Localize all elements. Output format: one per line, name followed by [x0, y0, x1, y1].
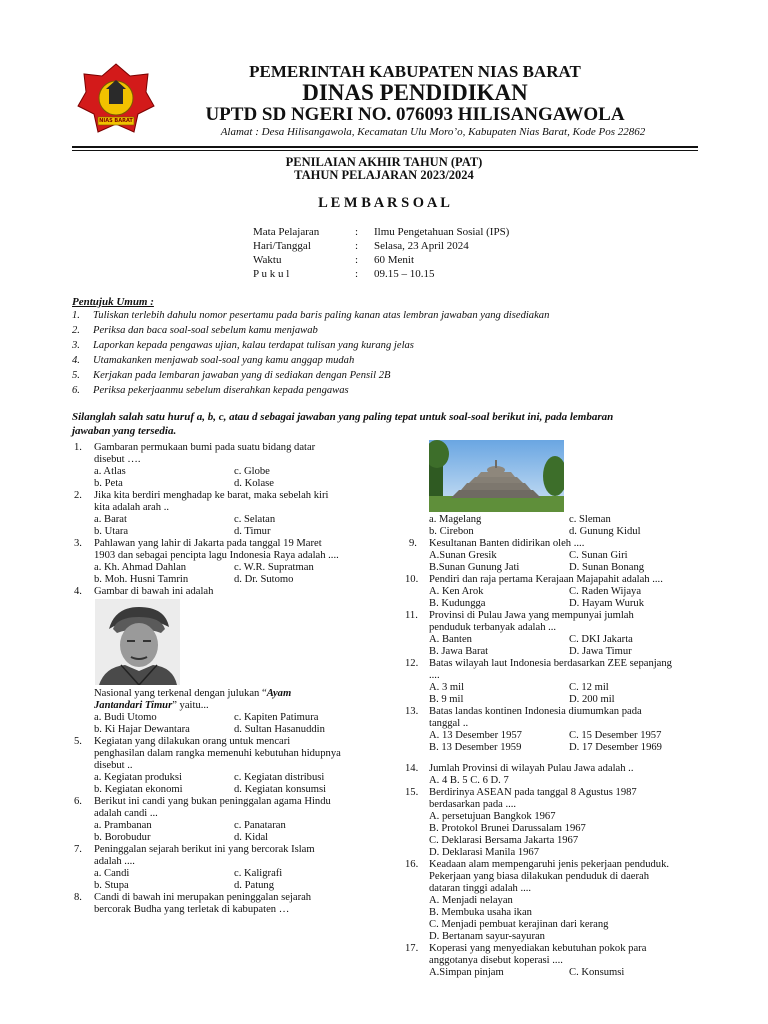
question-text-line: Berdirinya ASEAN pada tanggal 8 Agustus 1987: [429, 787, 637, 798]
question-text-line: Gambar di bawah ini adalah: [94, 586, 214, 597]
question-text-line: b. Moh. Husni Tamrin: [94, 574, 189, 585]
question-text-line: kita adalah arah ..: [94, 502, 169, 513]
question-text-line: c. Sleman: [569, 514, 611, 525]
question-text-line: B. 9 mil: [429, 694, 464, 705]
question-text-line: adalah ....: [94, 856, 135, 867]
instruction-text: Periksa dan baca soal-soal sebelum kamu menjawab: [93, 325, 318, 336]
question-text-line: a. Prambanan: [94, 820, 152, 831]
instruction-text: Tuliskan terlebih dahulu nomor pesertamu pada baris paling kanan atas lembran jawaban yang disediakan: [93, 310, 550, 321]
question-text-line: A. Ken Arok: [429, 586, 484, 597]
question-text-line: C. DKI Jakarta: [569, 634, 633, 645]
question-text-line: Batas landas kontinen Indonesia diumumkan pada: [429, 706, 642, 717]
question-text-line: 8.: [74, 892, 82, 903]
question-text-line: penghasilan dalam rangka memenuhi kebutuhan hidupnya: [94, 748, 341, 759]
question-text-line: c. Kegiatan distribusi: [234, 772, 325, 783]
question-text-line: A. 4 B. 5 C. 6 D. 7: [429, 775, 509, 786]
instruction-num: 2.: [72, 325, 80, 336]
instruction-num: 5.: [72, 370, 80, 381]
question-text-line: 10.: [405, 574, 419, 585]
question-text-line: 1.: [74, 442, 82, 453]
directive-line-2: jawaban yang tersedia.: [72, 425, 177, 437]
instruction-num: 3.: [72, 340, 80, 351]
question-text-line: d. Patung: [234, 880, 275, 891]
question-text-line: C. 15 Desember 1957: [569, 730, 662, 741]
question-text-line: a. Magelang: [429, 514, 482, 525]
question-text-line: b. Kegiatan ekonomi: [94, 784, 183, 795]
question-text-line: Kesultanan Banten didirikan oleh ....: [429, 538, 585, 549]
question-text-line: 9.: [409, 538, 417, 549]
question-text-line: d. Dr. Sutomo: [234, 574, 294, 585]
question-text-line: b. Peta: [94, 478, 123, 489]
question-text-line: D. Hayam Wuruk: [569, 598, 644, 609]
question-text-line: anggotanya disebut koperasi ....: [429, 955, 563, 966]
question-text-line: Pendiri dan raja pertama Kerajaan Majapahit adalah ....: [429, 574, 663, 585]
question-text-line: A.Sunan Gresik: [429, 550, 497, 561]
question-text-line: Provinsi di Pulau Jawa yang mempunyai jumlah: [429, 610, 634, 621]
question-text-line: A. 13 Desember 1957: [429, 730, 522, 741]
info-value: 09.15 – 10.15: [374, 268, 435, 280]
info-value: Selasa, 23 April 2024: [374, 240, 469, 252]
question-text-line: 11.: [405, 610, 418, 621]
question-text-line: a. Kegiatan produksi: [94, 772, 182, 783]
question-text-line: 5.: [74, 736, 82, 747]
question-text-line: A.Simpan pinjam: [429, 967, 504, 978]
question-text-line: D. Bertanam sayur-sayuran: [429, 931, 545, 942]
question-text-line: 12.: [405, 658, 419, 669]
question-text-line: bercorak Budha yang terletak di kabupaten …: [94, 904, 290, 915]
question-text-line: C. 12 mil: [569, 682, 609, 693]
question-text-line: d. Kolase: [234, 478, 275, 489]
sheet-title: L E M B A R S O A L: [318, 195, 450, 211]
header-rule-thick: [72, 146, 698, 148]
question-text-line: 6.: [74, 796, 82, 807]
info-sep: :: [355, 226, 359, 238]
question-text-line: C. Konsumsi: [569, 967, 625, 978]
exam-title: PENILAIAN AKHIR TAHUN (PAT): [285, 155, 483, 169]
info-sep: :: [355, 240, 359, 252]
question-text-line: A. Banten: [429, 634, 472, 645]
info-sep: :: [355, 268, 359, 280]
question-text-line: D. Deklarasi Manila 1967: [429, 847, 540, 858]
question-text-line: Candi di bawah ini merupakan peninggalan sejarah: [94, 892, 312, 903]
question-text-line: C. Deklarasi Bersama Jakarta 1967: [429, 835, 579, 846]
question-text-line: d. Kegiatan konsumsi: [234, 784, 327, 795]
header-line-3: UPTD SD NGERI NO. 076093 HILISANGAWOLA: [205, 104, 625, 125]
info-value: Ilmu Pengetahuan Sosial (IPS): [374, 226, 510, 238]
question-text-line: D. 200 mil: [569, 694, 615, 705]
question-text-line: B. Jawa Barat: [429, 646, 489, 657]
question-text-line: 1903 dan sebagai pencipta lagu Indonesia Raya adalah ....: [94, 550, 339, 561]
question-text-line: 4.: [74, 586, 82, 597]
question-text-line: 17.: [405, 943, 419, 954]
question-text-line: C. Sunan Giri: [569, 550, 628, 561]
instruction-text: Utamakanken menjawab soal-soal yang kamu anggap mudah: [93, 355, 355, 366]
info-sep: :: [355, 254, 359, 266]
info-label: Mata Pelajaran: [253, 226, 320, 238]
question-text-line: d. Gunung Kidul: [569, 526, 641, 537]
question-text-line: Kegiatan yang dilakukan orang untuk mencari: [94, 736, 291, 747]
question-text-line: C. Menjadi pembuat kerajinan dari kerang: [429, 919, 609, 930]
instruction-num: 1.: [72, 310, 80, 321]
question-text-line: 3.: [74, 538, 82, 549]
question-text-line: Berikut ini candi yang bukan peninggalan agama Hindu: [94, 796, 331, 807]
question-text-line: Nasional yang terkenal dengan julukan “Ayam: [94, 688, 292, 699]
question-text-line: b. Utara: [94, 526, 129, 537]
question-text-line: a. Candi: [94, 868, 130, 879]
instruction-text: Laporkan kepada pengawas ujian, kalau terdapat tulisan yang kurang jelas: [93, 340, 414, 351]
question-text-line: B. Membuka usaha ikan: [429, 907, 532, 918]
question-text-line: tanggal ..: [429, 718, 469, 729]
question-text-line: dataran tinggi adalah ....: [429, 883, 532, 894]
question-text-line: A. Menjadi nelayan: [429, 895, 513, 906]
question-text-line: adalah candi ...: [94, 808, 158, 819]
header-address: Alamat : Desa Hilisangawola, Kecamatan Ulu Moro’o, Kabupaten Nias Barat, Kode Pos 22862: [220, 126, 646, 138]
info-label: Waktu: [253, 254, 282, 266]
question-text-line: Peninggalan sejarah berikut ini yang bercorak Islam: [94, 844, 315, 855]
directive-line-1: Silanglah salah satu huruf a, b, c, atau d sebagai jawaban yang paling tepat untuk soal-soal berikut ini, pada lembaran: [72, 411, 614, 423]
info-label: P u k u l: [253, 268, 290, 280]
question-text-line: disebut ….: [94, 454, 141, 465]
question-text-line: C. Raden Wijaya: [569, 586, 642, 597]
instruction-num: 6.: [72, 385, 80, 396]
header-line-2: DINAS PENDIDIKAN: [302, 80, 528, 105]
question-text-line: Pekerjaan yang biasa dilakukan penduduk di daerah: [429, 871, 650, 882]
header-line-1: PEMERINTAH KABUPATEN NIAS BARAT: [249, 62, 581, 81]
question-text-line: Keadaan alam mempengaruhi jenis pekerjaan penduduk.: [429, 859, 670, 870]
exam-year: TAHUN PELAJARAN 2023/2024: [294, 168, 474, 182]
info-value: 60 Menit: [374, 254, 415, 266]
instructions-title: Pentujuk Umum :: [72, 296, 154, 308]
question-text-line: B. 13 Desember 1959: [429, 742, 522, 753]
question-text-line: c. W.R. Supratman: [234, 562, 314, 573]
instruction-text: Periksa pekerjaanmu sebelum diserahkan kepada pengawas: [93, 385, 349, 396]
header-rule-thin: [72, 150, 698, 151]
instruction-text: Kerjakan pada lembaran jawaban yang di sediakan dengan Pensil 2B: [93, 370, 391, 381]
question-text-line: c. Selatan: [234, 514, 276, 525]
question-text-line: b. Ki Hajar Dewantara: [94, 724, 190, 735]
question-text-line: b. Borobudur: [94, 832, 151, 843]
question-text-line: Pahlawan yang lahir di Jakarta pada tanggal 19 Maret: [94, 538, 322, 549]
question-text-line: a. Barat: [94, 514, 127, 525]
question-text-line: d. Kidal: [234, 832, 269, 843]
question-text-line: Jantandari Timur” yaitu...: [94, 700, 209, 711]
question-text-line: c. Kaligrafi: [234, 868, 283, 879]
question-text-line: c. Panataran: [234, 820, 286, 831]
borobudur-temple-image: [429, 440, 564, 512]
logo-caption: NIAS BARAT: [99, 118, 133, 124]
question-text-line: ....: [429, 670, 440, 681]
question-text-line: Jumlah Provinsi di wilayah Pulau Jawa adalah ..: [429, 763, 634, 774]
question-text-line: A. persetujuan Bangkok 1967: [429, 811, 556, 822]
question-text-line: d. Timur: [234, 526, 271, 537]
question-text-line: B.Sunan Gunung Jati: [429, 562, 520, 573]
question-text-line: 16.: [405, 859, 419, 870]
question-text-line: D. Sunan Bonang: [569, 562, 645, 573]
question-text-line: penduduk terbanyak adalah ...: [429, 622, 557, 633]
question-text-line: 15.: [405, 787, 419, 798]
question-text-line: Jika kita berdiri menghadap ke barat, maka sebelah kiri: [94, 490, 329, 501]
question-text-line: 13.: [405, 706, 419, 717]
question-text-line: B. Kudungga: [429, 598, 486, 609]
hero-portrait-image: [95, 599, 180, 685]
question-text-line: 14.: [405, 763, 419, 774]
question-text-line: d. Sultan Hasanuddin: [234, 724, 325, 735]
question-text-line: disebut ..: [94, 760, 133, 771]
question-text-line: a. Atlas: [94, 466, 126, 477]
question-text-line: a. Kh. Ahmad Dahlan: [94, 562, 187, 573]
question-text-line: D. 17 Desember 1969: [569, 742, 662, 753]
question-text-line: Gambaran permukaan bumi pada suatu bidang datar: [94, 442, 316, 453]
question-text-line: c. Kapiten Patimura: [234, 712, 319, 723]
question-text-line: 7.: [74, 844, 82, 855]
question-text-line: B. Protokol Brunei Darussalam 1967: [429, 823, 586, 834]
question-text-line: berdasarkan pada ....: [429, 799, 517, 810]
instruction-num: 4.: [72, 355, 80, 366]
info-label: Hari/Tanggal: [253, 240, 311, 252]
question-text-line: Batas wilayah laut Indonesia berdasarkan ZEE sepanjang: [429, 658, 672, 669]
question-text-line: D. Jawa Timur: [569, 646, 632, 657]
question-text-line: A. 3 mil: [429, 682, 465, 693]
question-text-line: b. Cirebon: [429, 526, 474, 537]
question-text-line: c. Globe: [234, 466, 270, 477]
question-text-line: b. Stupa: [94, 880, 129, 891]
question-text-line: 2.: [74, 490, 82, 501]
question-text-line: Koperasi yang menyediakan kebutuhan pokok para: [429, 943, 647, 954]
question-text-line: a. Budi Utomo: [94, 712, 157, 723]
